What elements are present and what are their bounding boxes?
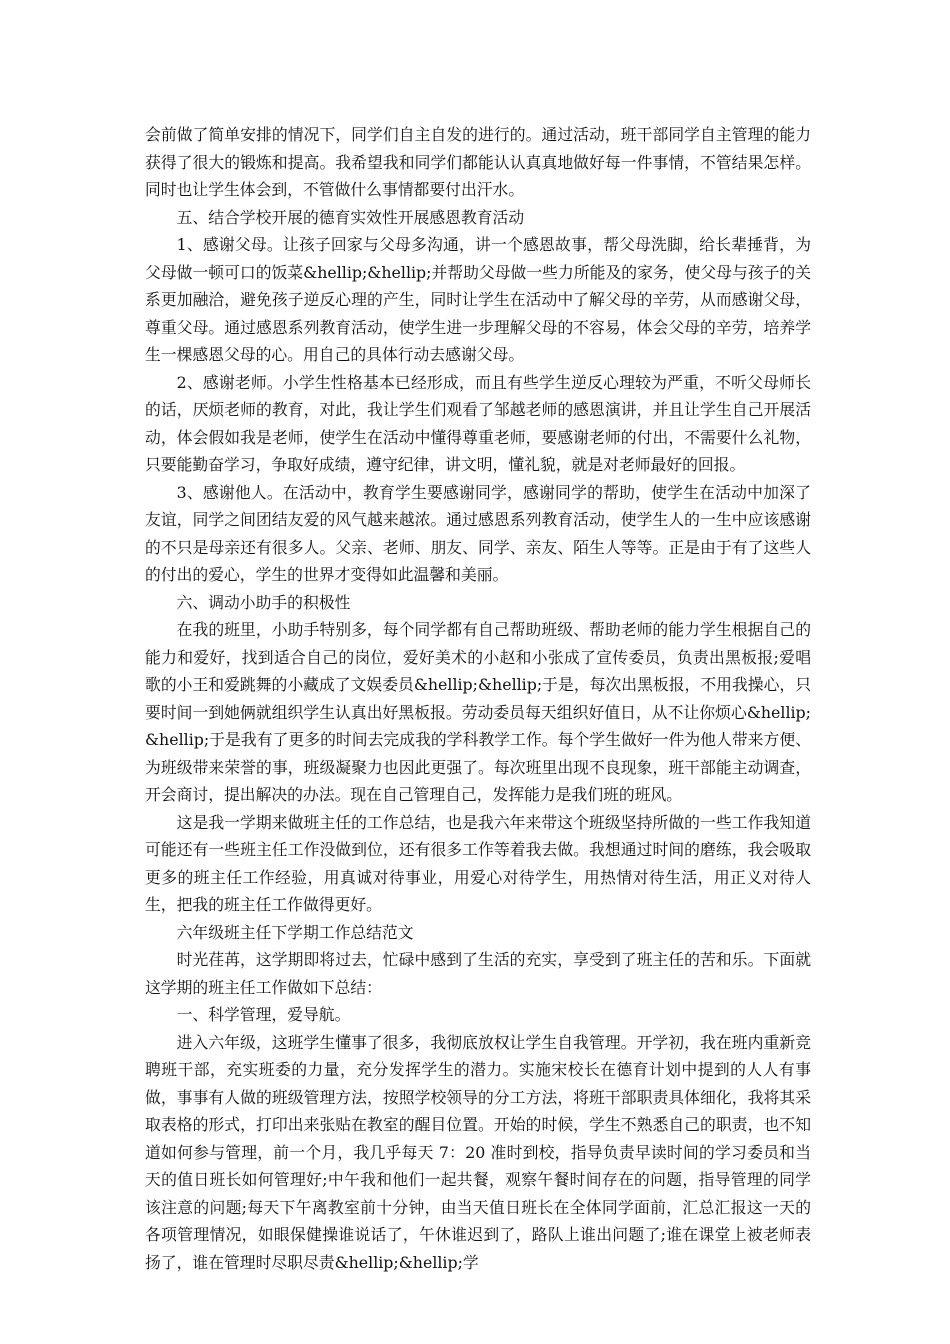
paragraph-thank-parents: 1、感谢父母。让孩子回家与父母多沟通，讲一个感恩故事，帮父母洗脚，给长辈捶背，为父母做一顿可口的饭菜&hellip;&hellip;并帮助父母做一些力所能及的家务，使父母与孩子的关系更加融洽，避免孩子逆反心理的产生，同时让学生在活动中了解父母的辛劳，从而感谢父母，尊重父母。通过感恩系列教育活动，使学生进一步理解父母的不容易，体会父母的辛劳，培养学生一棵感恩父母的心。用自己的具体行动去感谢父母。	[145, 235, 811, 364]
section-heading-management: 一、科学管理，爱导航。	[176, 1005, 351, 1024]
paragraph-management: 进入六年级，这班学生懂事了很多，我彻底放权让学生自我管理。开学初，我在班内重新竞聘班干部，充实班委的力量，充分发挥学生的潜力。实施宋校长在德育计划中提到的人人有事做，事事有人做的班级管理方法，按照学校领导的分工方法，将班干部职责具体细化，我将其采取表格的形式，打印出来张贴在教室的醒目位置。开始的时候，学生不熟悉自己的职责，也不知道如何参与管理，前一个月，我几乎每天 7：20 准时到校，指导负责早读时间的学习委员和当天的值日班长如何管理好;中午我和他们一起共餐，观察午餐时间存在的问题，指导管理的同学该注意的问题;每天下午离教室前十分钟，由当天值日班长在全体同学面前，汇总汇报这一天的各项管理情况，如眼保健操谁说话了，午休谁迟到了，路队上谁出问题了;谁在课堂上被老师表扬了，谁在管理时尽职尽责&hellip;&hellip;学	[145, 1032, 811, 1272]
paragraph-thank-others: 3、感谢他人。在活动中，教育学生要感谢同学，感谢同学的帮助，使学生在活动中加深了友谊，同学之间团结友爱的风气越来越浓。通过感恩系列教育活动，使学生人的一生中应该感谢的不只是母亲还有很多人。父亲、老师、朋友、同学、亲友、陌生人等等。正是由于有了这些人的付出的爱心，学生的世界才变得如此温馨和美丽。	[145, 482, 811, 584]
document-subtitle: 六年级班主任下学期工作总结范文	[176, 922, 414, 942]
section-heading-helpers: 六、调动小助手的积极性	[176, 592, 351, 612]
document-body	[145, 121, 811, 1276]
section-heading-gratitude: 五、结合学校开展的德育实效性开展感恩教育活动	[176, 207, 525, 227]
paragraph-helpers: 在我的班里，小助手特别多，每个同学都有自己帮助班级、帮助老师的能力学生根据自己的能力和爱好，找到适合自己的岗位，爱好美术的小赵和小张成了宣传委员，负责出黑板报;爱唱歌的小王和爱跳舞的小藏成了文娱委员&hellip;&hellip;于是，每次出黑板报，不用我操心，只要时间一到她俩就组织学生认真出好黑板报。劳动委员每天组织好值日，从不让你烦心&hellip;&hellip;于是我有了更多的时间去完成我的学科教学工作。每个学生做好一件为他人带来方便、为班级带来荣誉的事，班级凝聚力也因此更强了。每次班里出现不良现象，班干部能主动调查，开会商讨，提出解决的办法。现在自己管理自己，发挥能力是我们班的班风。	[145, 620, 811, 804]
paragraph-summary: 这是我一学期来做班主任的工作总结，也是我六年来带这个班级坚持所做的一些工作我知道可能还有一些班主任工作没做到位，还有很多工作等着我去做。我想通过时间的磨练，我会吸取更多的班主任工作经验，用真诚对待事业，用爱心对待学生，用热情对待生活，用正义对待人生，把我的班主任工作做得更好。	[145, 812, 811, 914]
paragraph-continuation: 会前做了简单安排的情况下，同学们自主自发的进行的。通过活动，班干部同学自主管理的能力获得了很大的锻炼和提高。我希望我和同学们都能认认真真地做好每一件事情，不管结果怎样。同时也让学生体会到，不管做什么事情都要付出汗水。	[145, 125, 811, 199]
paragraph-thank-teachers: 2、感谢老师。小学生性格基本已经形成，而且有些学生逆反心理较为严重，不听父母师长的话，厌烦老师的教育，对此，我让学生们观看了邹越老师的感恩演讲，并且让学生自己开展活动，体会假如我是老师，使学生在活动中懂得尊重老师，要感谢老师的付出，不需要什么礼物，只要能勤奋学习，争取好成绩，遵守纪律，讲文明，懂礼貌，就是对老师最好的回报。	[145, 372, 811, 474]
paragraph-intro: 时光荏苒，这学期即将过去，忙碌中感到了生活的充实，享受到了班主任的苦和乐。下面就这学期的班主任工作做如下总结：	[145, 950, 811, 997]
